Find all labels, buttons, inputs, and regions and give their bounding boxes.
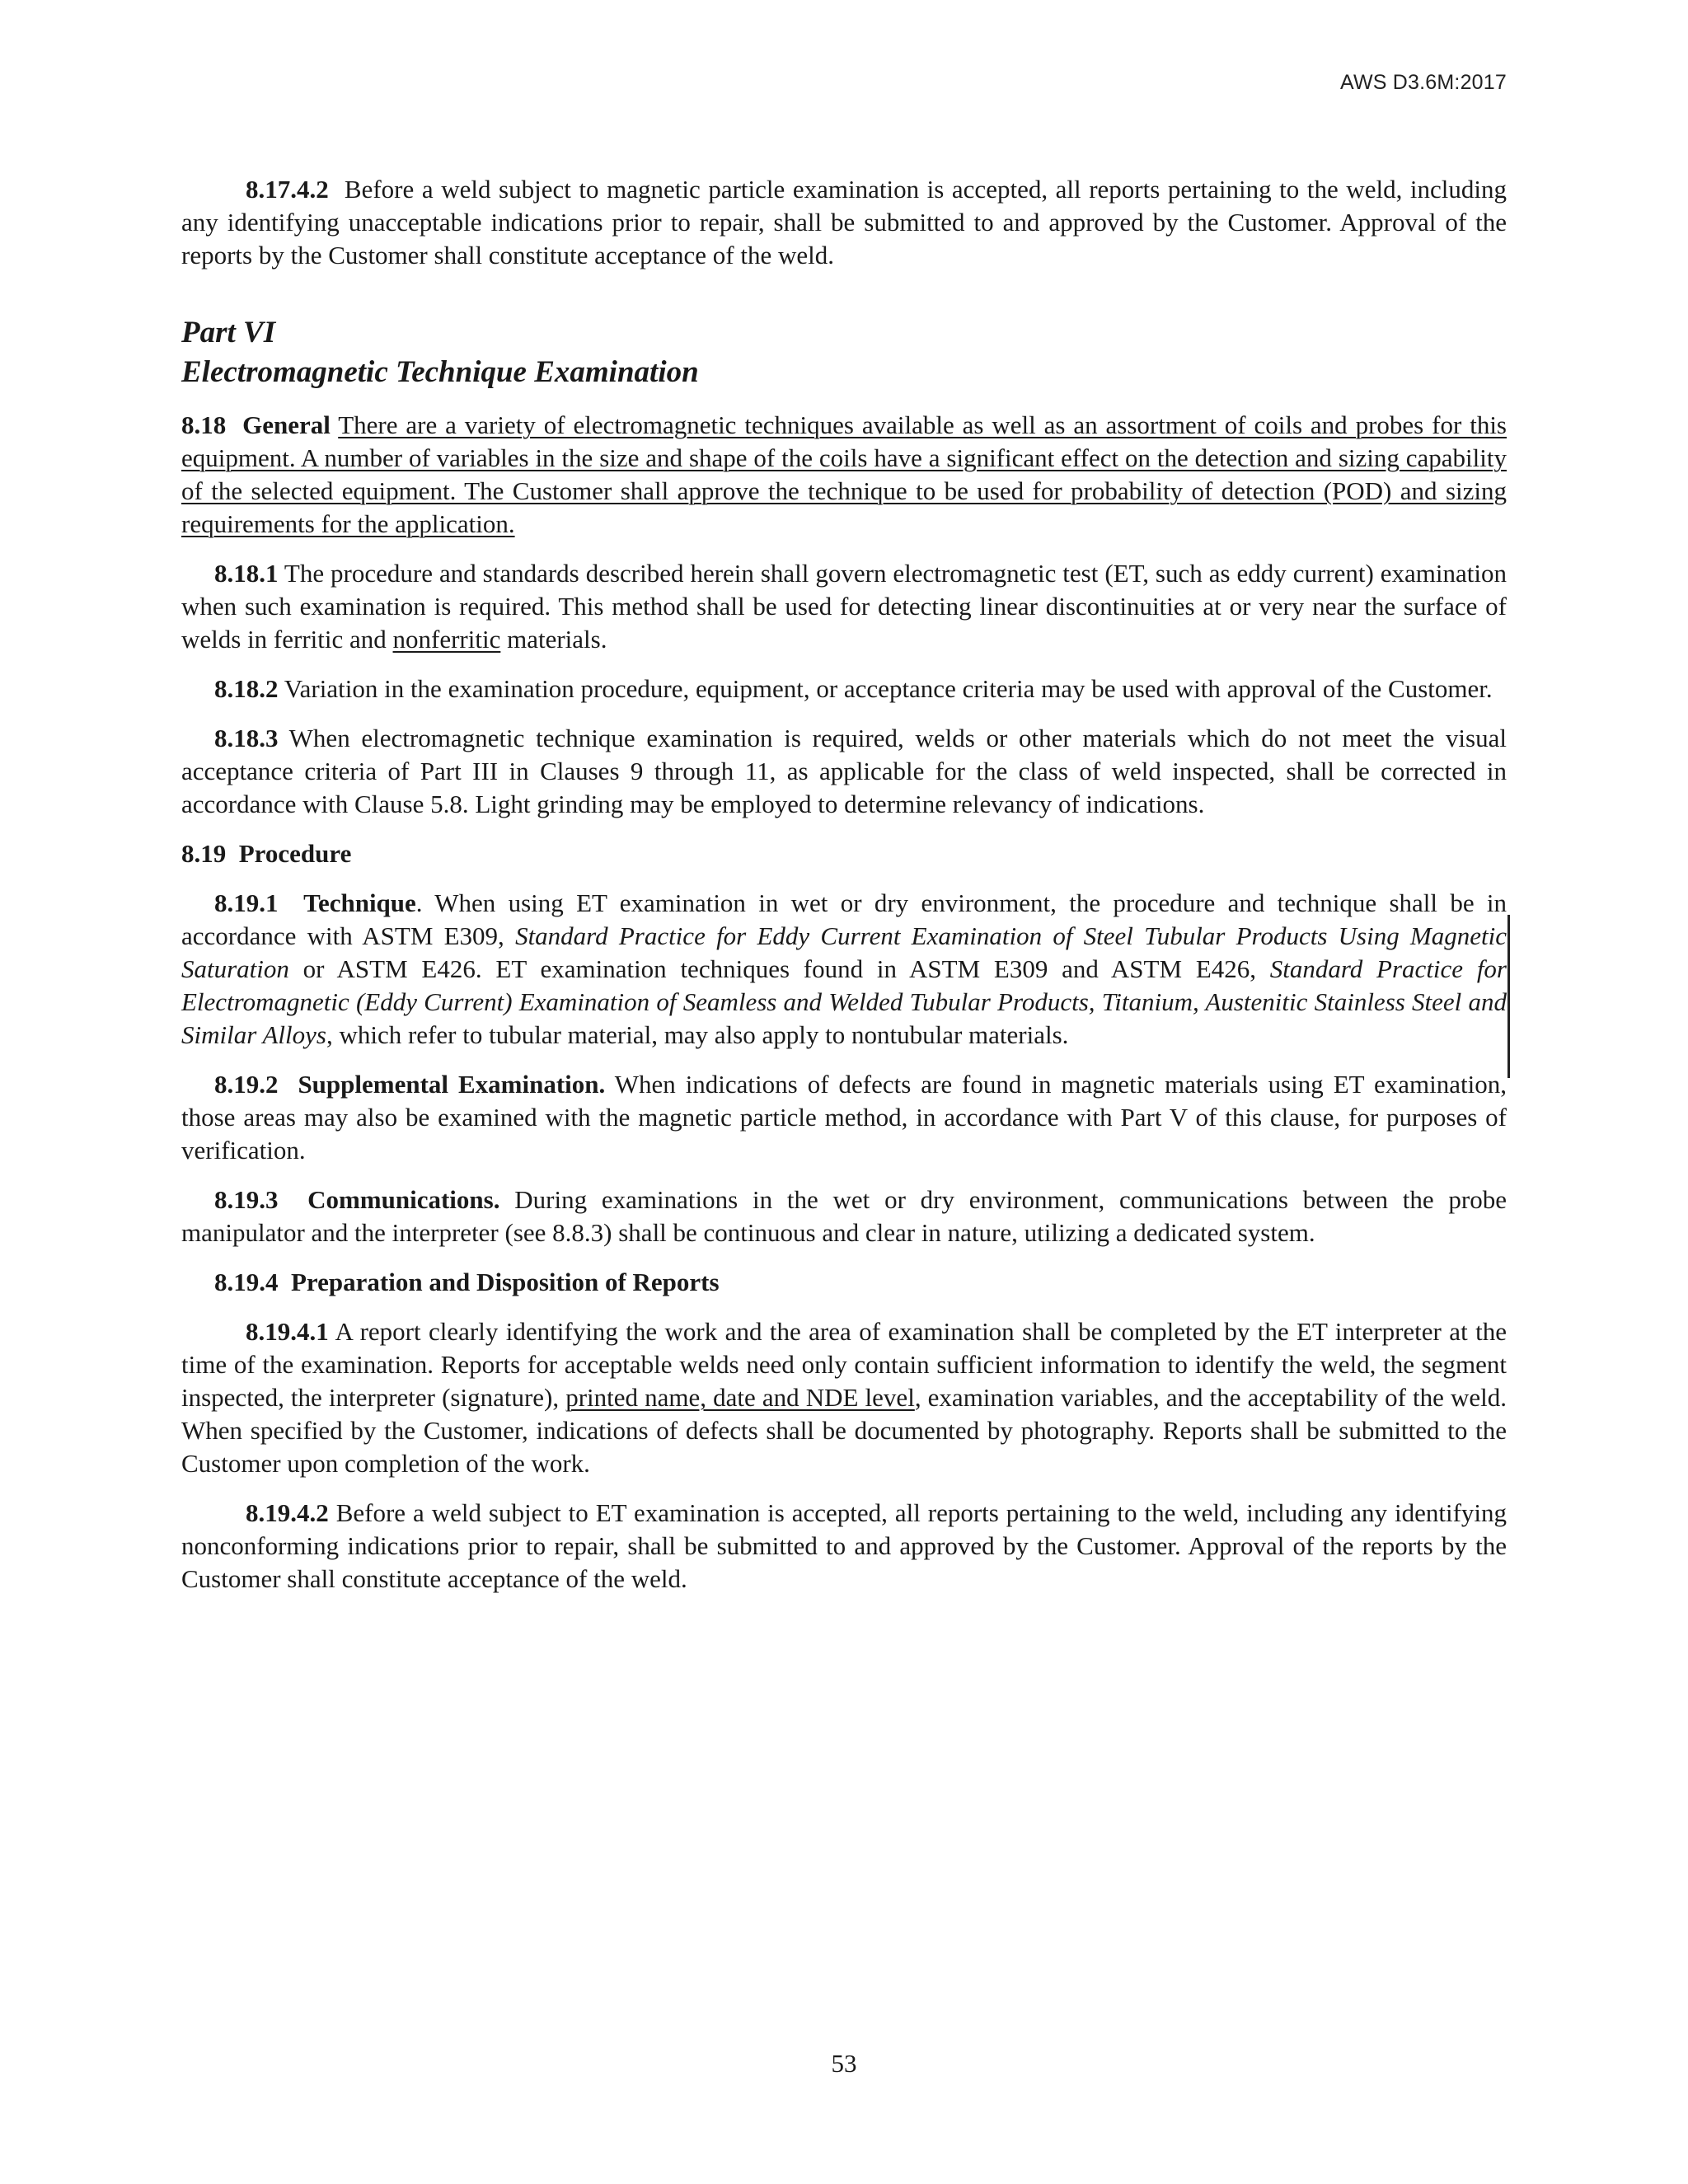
section-number: 8.19.2 — [214, 1070, 279, 1099]
paragraph-text: or ASTM E426. ET examination techniques found in ASTM E309 and ASTM E426, — [302, 954, 1256, 983]
paragraph-text: When indications of defects are found in magnetic materials using ET examination, those areas may also be examined with the magnetic particle method, in accordance with Part V of this clause, for purposes of verification. — [181, 1070, 1507, 1165]
heading-8-19-4 — [181, 1266, 1507, 1299]
underlined-term: nonferritic — [392, 625, 501, 654]
paragraph-8-18-3 — [181, 722, 1507, 821]
paragraph-text: Before a weld subject to magnetic particle examination is accepted, all reports pertaining to the weld, including any identifying unacceptable indications prior to repair, shall be submitted to and approved by the Customer. Approval of the reports by the Customer shall constitute acceptance of the weld. — [181, 175, 1507, 269]
paragraph-8-19-4-2 — [181, 1497, 1507, 1596]
section-number: 8.19.1 — [214, 888, 279, 917]
paragraph-8-18-2 — [181, 673, 1507, 705]
paragraph-text: During examinations in the wet or dry environment, communications between the probe manipulator and the interpreter (see 8.8.3) shall be continuous and clear in nature, utilizing a dedicated system. — [181, 1185, 1507, 1247]
paragraph-8-18 — [181, 409, 1507, 541]
paragraph-text: . When using ET examination in wet or dry environment, the procedure and technique shall be in accordance with ASTM E309, — [181, 888, 1507, 950]
section-heading: General — [242, 410, 331, 439]
paragraph-text: A report clearly identifying the work and the area of examination shall be completed by the ET interpreter at the time of the examination. Reports for acceptable welds need only contain sufficient information to identify the weld, the segment inspected, the interpreter (signature), — [181, 1317, 1507, 1412]
section-heading: Technique — [303, 888, 416, 917]
revision-change-bar — [1507, 915, 1510, 1078]
paragraph-8-18-1 — [181, 557, 1507, 656]
paragraph-text: materials. — [507, 625, 607, 654]
paragraph-text: Before a weld subject to ET examination is accepted, all reports pertaining to the weld, including any identifying nonconforming indications prior to repair, shall be submitted to and approved by the Customer. Approval of the reports by the Customer shall constitute acceptance of the weld. — [181, 1498, 1507, 1593]
paragraph-8-19-2 — [181, 1068, 1507, 1167]
paragraph-8-19-1 — [181, 887, 1507, 1052]
paragraph-text: Variation in the examination procedure, equipment, or acceptance criteria may be used with approval of the Customer. — [284, 674, 1493, 703]
section-heading: Communications. — [307, 1185, 500, 1214]
document-id-header: AWS D3.6M:2017 — [1340, 71, 1507, 94]
section-number: 8.18.1 — [214, 559, 279, 588]
standard-title: Standard Practice for Eddy Current Examination of Steel Tubular Products Using Magnetic Saturation — [181, 921, 1507, 983]
standard-title: Standard Practice for Electromagnetic (Eddy Current) Examination of Seamless and Welded Tubular Products, Titanium, Austenitic Stainless Steel and Similar Alloys — [181, 954, 1507, 1049]
section-heading: Preparation and Disposition of Reports — [291, 1268, 720, 1296]
section-number: 8.19.4.1 — [246, 1317, 329, 1346]
section-heading: Supplemental Examination. — [298, 1070, 606, 1099]
part-title: Electromagnetic Technique Examination — [181, 355, 699, 389]
paragraph-text: , examination variables, and the acceptability of the weld. When specified by the Customer, indications of defects shall be documented by photography. Reports shall be submitted to the Customer upon completion of the work. — [181, 1383, 1507, 1478]
paragraph-text: The procedure and standards described herein shall govern electromagnetic test (ET, such as eddy current) examination when such examination is required. This method shall be used for detecting linear discontinuities at or very near the surface of welds in ferritic and — [181, 559, 1507, 654]
section-number: 8.18.2 — [214, 674, 279, 703]
paragraph-text: When electromagnetic technique examination is required, welds or other materials which do not meet the visual acceptance criteria of Part III in Clauses 9 through 11, as applicable for the class of weld inspected, shall be corrected in accordance with Clause 5.8. Light grinding may be employed to determine relevancy of indications. — [181, 724, 1507, 818]
paragraph-text-underlined: There are a variety of electromagnetic techniques available as well as an assortment of coils and probes for this equipment. A number of variables in the size and shape of the coils have a significant effect on the detection and sizing capability of the selected equipment. The Customer shall approve the technique to be used for probability of detection (POD) and sizing requirements for the application. — [181, 410, 1507, 538]
part-label: Part VI — [181, 316, 276, 349]
section-number: 8.19.4.2 — [246, 1498, 329, 1527]
paragraph-8-19-3 — [181, 1183, 1507, 1249]
section-number: 8.19.3 — [214, 1185, 279, 1214]
page-body — [181, 173, 1507, 1596]
heading-8-19 — [181, 837, 1507, 870]
section-number: 8.17.4.2 — [246, 175, 329, 204]
section-number: 8.18.3 — [214, 724, 279, 752]
section-number: 8.18 — [181, 410, 227, 439]
section-number: 8.19.4 — [214, 1268, 279, 1296]
underlined-term: printed name, date and NDE level — [565, 1383, 915, 1412]
section-number: 8.19 — [181, 839, 227, 868]
paragraph-8-19-4-1 — [181, 1315, 1507, 1480]
section-heading: Procedure — [238, 839, 352, 868]
paragraph-text: , which refer to tubular material, may also apply to nontubular materials. — [326, 1020, 1069, 1049]
page-number: 53 — [831, 2049, 857, 2078]
paragraph-8-17-4-2 — [181, 173, 1507, 272]
